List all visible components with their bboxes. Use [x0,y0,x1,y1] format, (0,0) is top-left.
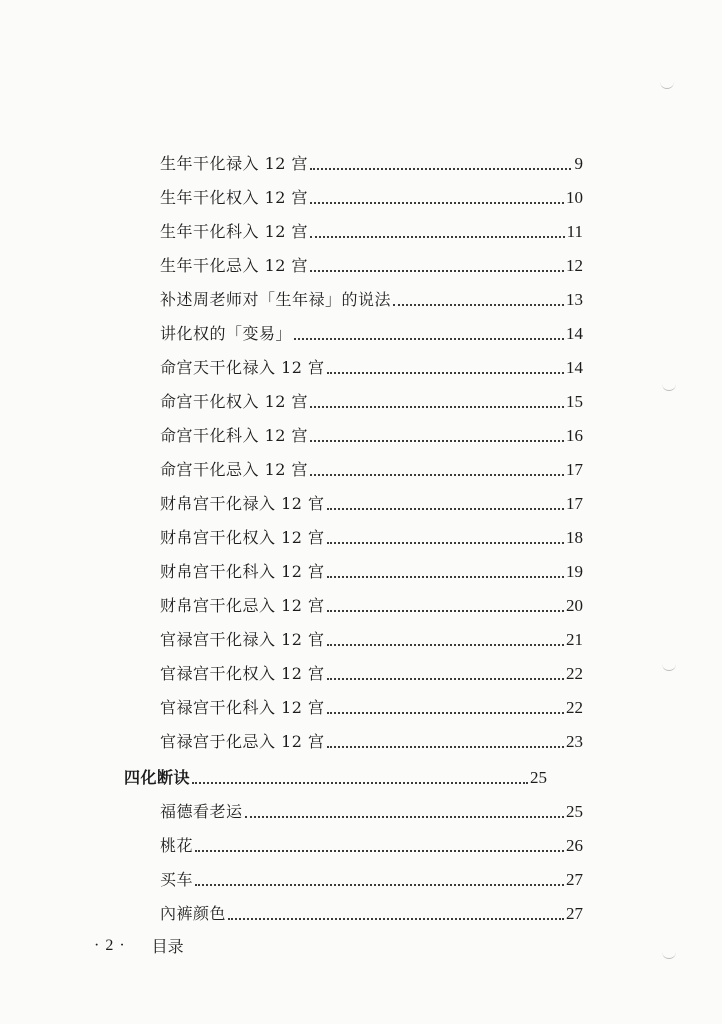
dot-leader [310,236,565,238]
toc-entry[interactable] [160,284,583,310]
toc-section-heading-page-number: 25 [530,768,547,787]
toc-entry[interactable] [160,216,583,242]
toc-sub-entry[interactable] [160,830,583,856]
toc-entry[interactable] [160,522,583,548]
dot-leader [310,474,564,476]
dot-leader [327,644,564,646]
toc-entry-page-number: 12 [566,256,583,275]
toc-entry-title: 命宫干化忌入 12 宫 [160,460,309,479]
toc-entry[interactable] [160,420,583,446]
dot-leader [310,406,564,408]
toc-entry-title: 讲化权的「变易」 [160,324,293,343]
toc-entry-page-number: 21 [566,630,583,649]
toc-entry[interactable] [160,250,583,276]
toc-entry[interactable] [160,386,583,412]
toc-entry-page-number: 17 [566,494,583,513]
toc-sub-entry-page-number: 27 [566,904,583,923]
toc-sub-entry[interactable] [160,864,583,890]
toc-entry-title: 财帛宫干化权入 12 宫 [160,528,325,547]
toc-entry-title: 生年干化科入 12 宫 [160,222,309,241]
toc-entry[interactable] [160,590,583,616]
toc-entry-page-number: 22 [566,698,583,717]
toc-entry-title: 生年干化忌入 12 宫 [160,256,309,275]
toc-entry[interactable] [160,658,583,684]
dot-leader [327,678,564,680]
toc-entry[interactable] [160,488,583,514]
toc-entry-page-number: 23 [566,732,583,751]
toc-entry-page-number: 17 [566,460,583,479]
toc-entry-title: 命宫天干化禄入 12 宫 [160,358,325,377]
toc-entry[interactable] [160,182,583,208]
toc-entry[interactable] [160,624,583,650]
dot-leader [228,918,564,920]
toc-entry-title: 生年干化禄入 12 宫 [160,154,309,173]
toc-entry-page-number: 16 [566,426,583,445]
dot-leader [310,270,564,272]
dot-leader [195,850,564,852]
dot-leader [327,508,564,510]
dot-leader [310,168,571,170]
toc-entry-page-number: 20 [566,596,583,615]
dot-leader [327,576,564,578]
toc-entry-page-number: 14 [566,324,583,343]
toc-entry[interactable] [160,454,583,480]
toc-entry[interactable] [160,318,583,344]
dot-leader [310,202,564,204]
toc-sub-entry[interactable] [160,796,583,822]
toc-entry-page-number: 13 [566,290,583,309]
toc-sub-entry-title: 买车 [160,870,194,889]
toc-sub-entry[interactable] [160,898,583,924]
toc-entry[interactable] [160,556,583,582]
toc-sub-entry-title: 桃花 [160,836,194,855]
toc-entry-title: 官禄宫干化禄入 12 官 [160,630,325,649]
toc-entry-title: 官禄宫干化科入 12 宫 [160,698,325,717]
toc-entry[interactable] [160,692,583,718]
toc-sub-entry-page-number: 27 [566,870,583,889]
toc-entry-page-number: 15 [566,392,583,411]
toc-entry-title: 命宫干化权入 12 宫 [160,392,309,411]
toc-entry-title: 补述周老师对「生年禄」的说法 [160,290,392,309]
dot-leader [310,440,564,442]
toc-entry-title: 财帛宫干化忌入 12 宫 [160,596,325,615]
dot-leader [294,338,564,340]
toc-entry[interactable] [160,726,583,752]
toc-entry-page-number: 14 [566,358,583,377]
toc-entry-title: 财帛宫干化禄入 12 官 [160,494,325,513]
toc-entry-page-number: 11 [566,222,583,241]
toc-entry-title: 官禄宫于化忌入 12 宫 [160,732,325,751]
dot-leader [327,372,564,374]
footer-page-number: · 2 · [94,936,126,954]
toc-entry-page-number: 10 [566,188,583,207]
dot-leader [195,884,564,886]
toc-entry-title: 财帛宫干化科入 12 宫 [160,562,325,581]
toc-entry-page-number: 18 [566,528,583,547]
toc-entry-page-number: 22 [566,664,583,683]
toc-section-heading-title: 四化断诀 [124,768,191,787]
toc-entry[interactable] [160,148,583,174]
toc-entry-title: 命宫干化科入 12 宫 [160,426,309,445]
toc-entry-page-number: 19 [566,562,583,581]
toc-entry-title: 生年干化权入 12 宫 [160,188,309,207]
toc-sub-entry-title: 福德看老运 [160,802,243,821]
dot-leader [393,304,564,306]
dot-leader [327,712,564,714]
toc-sub-entry-page-number: 26 [566,836,583,855]
toc-entry[interactable] [160,352,583,378]
page-footer [94,934,184,957]
dot-leader [327,542,564,544]
toc-section-heading[interactable] [124,762,547,788]
dot-leader [245,816,564,818]
dot-leader [327,610,564,612]
toc-sub-entry-title: 內裤颜色 [160,904,227,923]
toc-entry-page-number: 9 [574,154,583,173]
footer-label: 目录 [151,937,184,956]
toc-sub-entry-page-number: 25 [566,802,583,821]
toc-entry-title: 官禄宫干化权入 12 宫 [160,664,325,683]
dot-leader [327,746,564,748]
dot-leader [192,782,528,784]
